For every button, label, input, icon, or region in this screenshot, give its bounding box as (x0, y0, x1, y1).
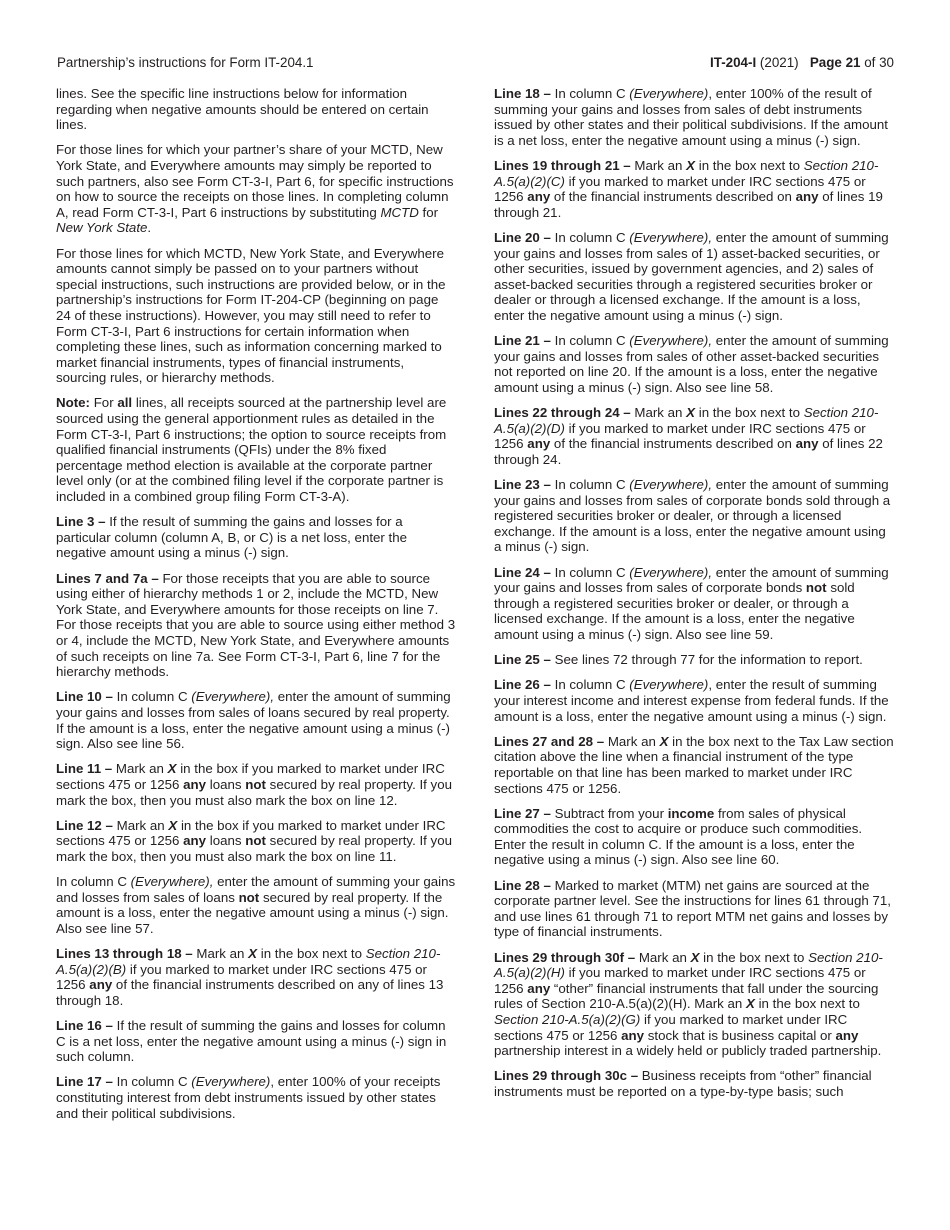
header-page-number: 21 (845, 55, 861, 70)
note-label: Note: (56, 395, 90, 411)
line-20-instructions: Line 20 – In column C (Everywhere), enter the amount of summing your gains and losses from sales of 1) asset-backed securities, or other securities, issued by government agencies, and 2) sales of asset-backed securities through a registered securities broker or dealer or through a licensed exchange. If the amount is a loss, enter the negative amount using a minus (-) sign. (494, 229, 889, 323)
line-12-instructions: Line 12 – Mark an X in the box if you marked to market under IRC sections 475 or 1256 any loans not secured by real property. If you mark the box, then you must also mark the box on line 11. (56, 817, 452, 864)
line-12-column-c-instructions: In column C (Everywhere), enter the amount of summing your gains and losses from sales of loans not secured by real property. If the amount is a loss, enter the negative amount using a minus (-) sign. Also see line 57. (56, 874, 456, 936)
line-11-instructions: Line 11 – Mark an X in the box if you marked to market under IRC sections 475 or 1256 any loans not secured by real property. If you mark the box, then you must also mark the box on line 12. (56, 761, 452, 808)
page-header (57, 55, 894, 73)
line-23-label: Line 23 – (494, 477, 551, 493)
line-28-label: Line 28 – (494, 877, 551, 893)
header-form-number: IT-204-I (710, 55, 757, 70)
line-20-label: Line 20 – (494, 229, 551, 245)
header-page-prefix: Page (809, 55, 842, 70)
header-page-info (710, 55, 894, 71)
paragraph-intro: lines. See the specific line instructions below for information regarding when negative amounts should be entered on certain lines. (56, 86, 429, 133)
line-18-instructions: Line 18 – In column C (Everywhere), enter 100% of the result of summing your gains and losses from sales of debt instruments issued by other states and their political subdivisions. If the amount is a net loss, enter the negative amount using a minus (-) sign. (494, 86, 888, 148)
header-title: Partnership’s instructions for Form IT-204.1 (57, 55, 314, 70)
line-11-label: Line 11 – (56, 761, 113, 777)
line-27-instructions: Line 27 – Subtract from your income from sales of physical commodities the cost to acquire or produce such commodities. Enter the result in column C. If the amount is a loss, enter the negative using a minus (-) sign. Also see line 60. (494, 805, 863, 868)
lines-29-30f-instructions: Lines 29 through 30f – Mark an X in the box next to Section 210-A.5(a)(2)(H) if you marked to market under IRC sections 475 or 1256 any “other” financial instruments that fall under the sourcing rules of Section 210-A.5(a)(2)(H). Mark an X in the box next to Section 210-A.5(a)(2)(G) if you marked to market under IRC sections 475 or 1256 any stock that is business capital or any partnership interest in a widely held or publicly traded partnership. (494, 949, 883, 1059)
lines-22-24-instructions: Lines 22 through 24 – Mark an X in the box next to Section 210-A.5(a)(2)(D) if you marked to market under IRC sections 475 or 1256 any of the financial instruments described on any of lines 22 through 24. (494, 405, 883, 467)
line-3-instructions: Line 3 – If the result of summing the gains and losses for a particular column (column A, B, or C) is a net loss, enter the negative amount using a minus (-) sign. (56, 514, 408, 561)
line-25-instructions: Line 25 – See lines 72 through 77 for the information to report. (494, 652, 863, 668)
line-10-label: Line 10 – (56, 689, 113, 705)
line-16-instructions: Line 16 – If the result of summing the gains and losses for column C is a net loss, enter the negative amount using a minus (-) sign in such column. (56, 1018, 447, 1065)
line-27-label: Line 27 – (494, 805, 551, 821)
line-18-label: Line 18 – (494, 86, 551, 101)
line-26-label: Line 26 – (494, 677, 551, 693)
line-12-label: Line 12 – (56, 817, 113, 833)
line-17-instructions: Line 17 – In column C (Everywhere), enter 100% of your receipts constituting interest from debt instruments issued by other states and their political subdivisions. (56, 1074, 441, 1121)
lines-7-7a-label: Lines 7 and 7a – (56, 570, 159, 586)
line-17-label: Line 17 – (56, 1074, 113, 1090)
line-23-instructions: Line 23 – In column C (Everywhere), enter the amount of summing your gains and losses from sales of corporate bonds sold through a registered securities broker or dealer, or through a licensed exchange. If the amount is a loss, enter the negative amount using a minus (-) sign. (494, 477, 891, 555)
header-page-total: of 30 (864, 55, 894, 70)
lines-7-7a-instructions: Lines 7 and 7a – For those receipts that you are able to source using either of hierarchy methods 1 or 2, include the MCTD, New York State, and Everywhere amounts for those receipts on line 7. For those receipts that you are able to source using either method 3 or 4, include the MCTD, New York State, and Everywhere amounts of such receipts on line 7a. See Form CT-3-I, Part 6, line 7 for the hierarchy methods. (56, 570, 456, 680)
line-21-label: Line 21 – (494, 333, 551, 349)
paragraph-special-instructions: For those lines for which MCTD, New York State, and Everywhere amounts cannot simply be passed on to your partners without special instructions, such instructions are provided below, or in the partnership’s instructions for Form IT-204-CP (beginning on page 24 of these instructions). However, you may still need to refer to Form CT-3-I, Part 6 instructions for certain information when completing these lines, such as information concerning marked to market financial instruments, types of financial instruments, sourcing rules, or hierarchy methods. (56, 245, 446, 386)
line-16-label: Line 16 – (56, 1018, 113, 1033)
lines-27-28-instructions: Lines 27 and 28 – Mark an X in the box next to the Tax Law section citation above the line when a financial instrument of the type reportable on that line has been marked to market under IRC sections 475 or 1256. (494, 733, 894, 796)
line-10-instructions: Line 10 – In column C (Everywhere), enter the amount of summing your gains and losses from sales of loans secured by real property. If the amount is a loss, enter the negative amount using a minus (-) sign. Also see line 56. (56, 689, 451, 752)
lines-22-24-label: Lines 22 through 24 – (494, 405, 631, 421)
line-24-label: Line 24 – (494, 564, 551, 580)
line-3-label: Line 3 – (56, 514, 106, 530)
line-26-instructions: Line 26 – In column C (Everywhere), enter the result of summing your interest income and interest expense from federal funds. If the amount is a loss, enter the negative amount using a minus (-) sign. (494, 677, 889, 724)
lines-27-28-label: Lines 27 and 28 – (494, 733, 605, 749)
lines-29-30f-label: Lines 29 through 30f – (494, 949, 636, 965)
lines-19-21-instructions: Lines 19 through 21 – Mark an X in the box next to Section 210-A.5(a)(2)(C) if you marked to market under IRC sections 475 or 1256 any of the financial instruments described on any of lines 19 through 21. (494, 157, 883, 220)
line-24-instructions: Line 24 – In column C (Everywhere), enter the amount of summing your gains and losses from sales of corporate bonds not sold through a registered securities broker or dealer, or through a licensed exchange. If the amount is a loss, enter the negative amount using a minus (-) sign. Also see line 59. (494, 564, 889, 642)
line-25-label: Line 25 – (494, 652, 551, 668)
lines-19-21-label: Lines 19 through 21 – (494, 157, 631, 173)
lines-13-18-instructions: Lines 13 through 18 – Mark an X in the box next to Section 210-A.5(a)(2)(B) if you marked to market under IRC sections 475 or 1256 any of the financial instruments described on any of lines 13 through 18. (56, 946, 444, 1008)
lines-13-18-label: Lines 13 through 18 – (56, 946, 193, 962)
paragraph-mctd-pass-through: For those lines for which your partner’s share of your MCTD, New York State, and Everywhere amounts may simply be reported to such partners, also see Form CT-3-I, Part 6, for specific instructions on how to source the receipts on those lines. In completing column A, read Form CT-3-I, Part 6 instructions by substituting MCTD for New York State. (56, 142, 454, 236)
lines-29-30c-label: Lines 29 through 30c – (494, 1068, 639, 1084)
note-paragraph: Note: For all lines, all receipts sourced at the partnership level are sourced using the general apportionment rules as detailed in the Form CT-3-I, Part 6 instructions; the option to source receipts from qualified financial instruments (QFIs) under the 8% fixed percentage method election is available at the corporate partner level only (or at the combined filing level if the corporate partner is included in a combined group filing Form CT-3-A). (56, 395, 447, 505)
lines-29-30c-instructions: Lines 29 through 30c – Business receipts from “other” financial instruments must be reported on a type-by-type basis; such (494, 1068, 872, 1099)
right-column (494, 86, 894, 1109)
left-column (56, 86, 456, 1131)
line-28-instructions: Line 28 – Marked to market (MTM) net gains are sourced at the corporate partner level. See the instructions for lines 61 through 71, and use lines 61 through 71 to report MTM net gains and losses by type of financial instruments. (494, 877, 891, 940)
line-21-instructions: Line 21 – In column C (Everywhere), enter the amount of summing your gains and losses from sales of other asset-backed securities not reported on line 20. If the amount is a loss, enter the negative amount using a minus (-) sign. Also see line 58. (494, 333, 889, 395)
header-year: (2021) (759, 55, 799, 70)
